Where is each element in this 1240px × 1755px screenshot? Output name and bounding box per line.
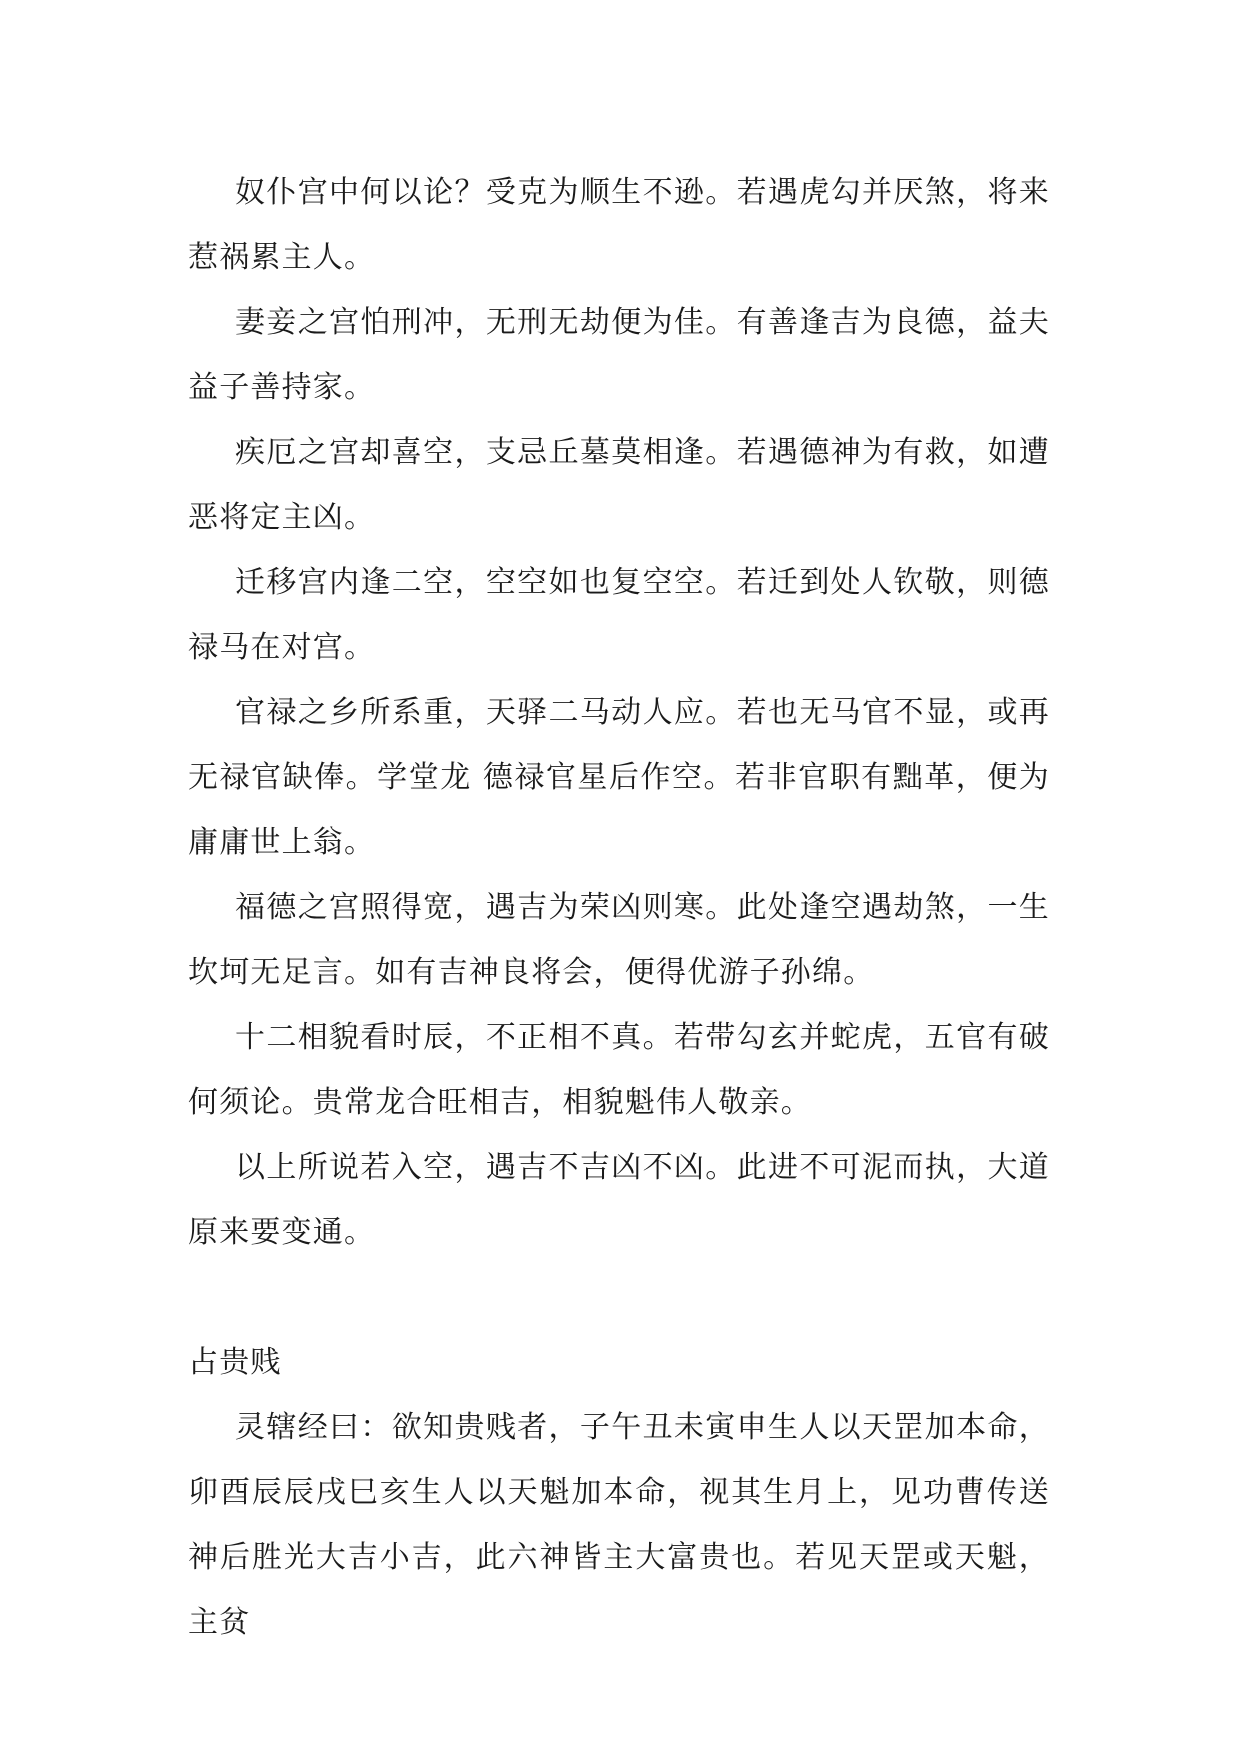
paragraph-summary: 以上所说若入空，遇吉不吉凶不凶。此进不可泥而执，大道原来要变通。 (188, 1150, 1050, 1250)
section-heading: 占贵贱 (188, 1345, 282, 1380)
paragraph-spouse-palace: 妻妾之宫怕刑冲，无刑无劫便为佳。有善逢吉为良德，益夫益子善持家。 (188, 305, 1050, 405)
document-page (188, 160, 1050, 1655)
paragraph-fortune-palace: 福德之宫照得宽，遇吉为荣凶则寒。此处逢空遇劫煞，一生坎坷无足言。如有吉神良将会，便得优游子孙绵。 (188, 890, 1050, 990)
paragraph-career-palace: 官禄之乡所系重，天驿二马动人应。若也无马官不显，或再无禄官缺俸。学堂龙 德禄官星后作空。若非官职有黜革，便为庸庸世上翁。 (188, 695, 1050, 860)
section-paragraph: 灵辖经曰：欲知贵贱者，子午丑未寅申生人以天罡加本命，卯酉辰辰戌巳亥生人以天魁加本命，视其生月上，见功曹传送神后胜光大吉小吉，此六神皆主大富贵也。若见天罡或天魁，主贫 (188, 1410, 1050, 1640)
paragraph-servants-palace: 奴仆宫中何以论？受克为顺生不逊。若遇虎勾并厌煞，将来惹祸累主人。 (188, 175, 1050, 275)
paragraph-appearance: 十二相貌看时辰，不正相不真。若带勾玄并蛇虎，五官有破何须论。贵常龙合旺相吉，相貌魁伟人敬亲。 (188, 1020, 1050, 1120)
paragraph-travel-palace: 迁移宫内逢二空，空空如也复空空。若迁到处人钦敬，则德禄马在对宫。 (188, 565, 1050, 665)
paragraph-illness-palace: 疾厄之宫却喜空，支忌丘墓莫相逢。若遇德神为有救，如遭恶将定主凶。 (188, 435, 1050, 535)
